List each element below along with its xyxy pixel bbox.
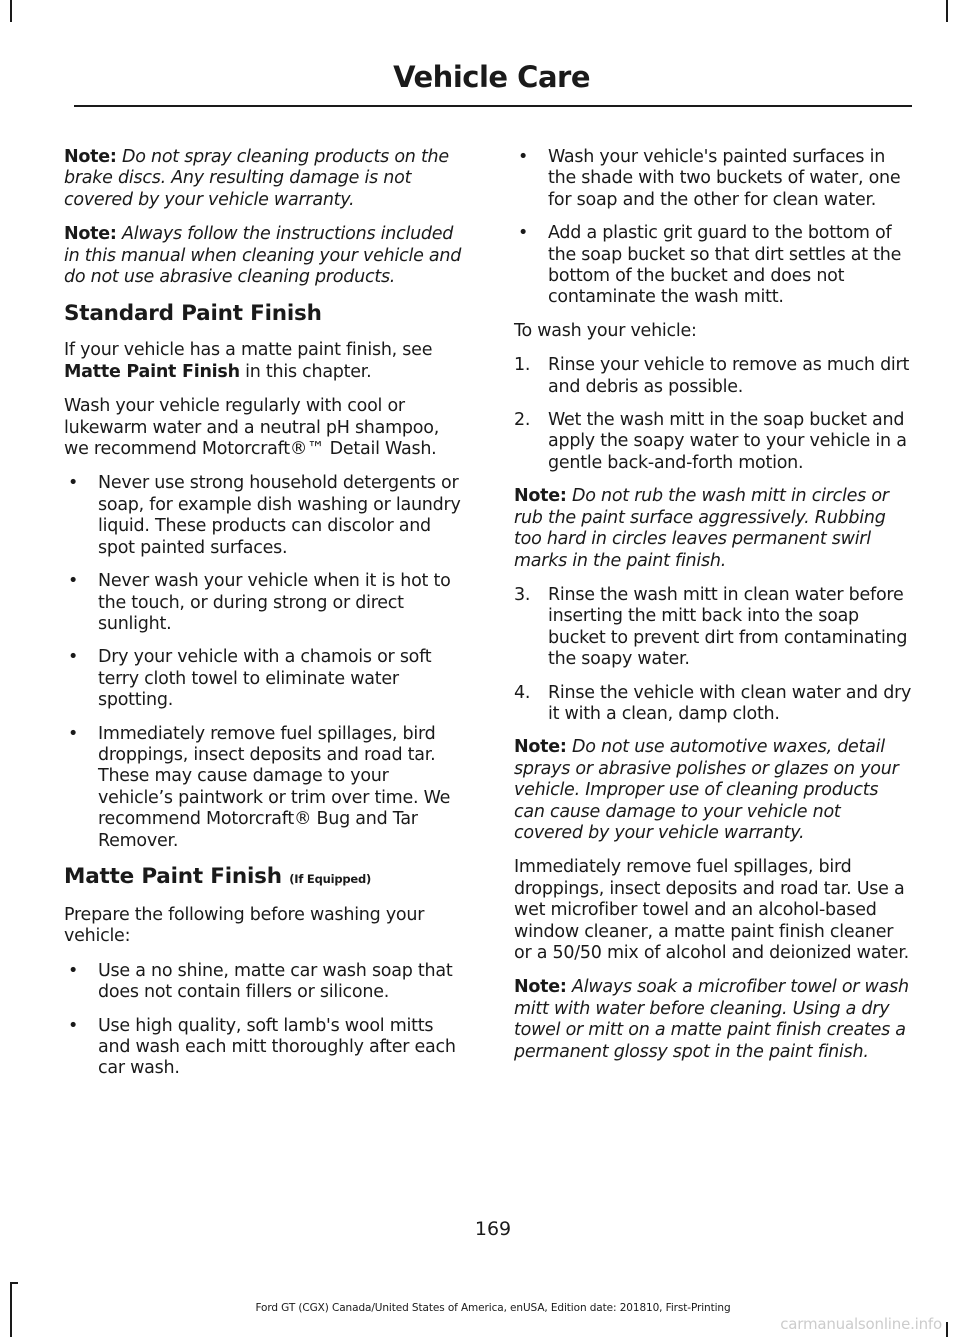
paragraph-to-wash: To wash your vehicle: [514, 320, 697, 341]
bullet-icon: • [68, 473, 79, 494]
watermark: carmanualsonline.info [780, 1315, 942, 1333]
list-item: 3. Rinse the wash mitt in clean water before inserting the mitt back into the soap bucket to prevent dirt from contaminating the soapy water. [514, 584, 908, 670]
bullet-icon: • [68, 723, 79, 744]
paragraph-prepare: Prepare the following before washing your vehicle: [64, 904, 425, 947]
header-divider [74, 105, 912, 107]
note-label: Note: [514, 977, 567, 998]
numbered-list-steps-1 [514, 355, 914, 474]
numbered-list-steps-2 [514, 585, 914, 725]
note-text: Do not spray cleaning products on the brake discs. Any resulting damage is not covered by your vehicle warranty. [64, 147, 449, 210]
step-number: 2. [514, 410, 531, 431]
bullet-icon: • [68, 1015, 79, 1036]
list-item: • Use a no shine, matte car wash soap that does not contain fillers or silicone. [68, 960, 453, 1003]
note-text: Do not use automotive waxes, detail sprays or abrasive polishes or glazes on your vehicle. Improper use of cleaning products can cause damage to your vehicle not covered by your vehicle warranty. [514, 737, 899, 843]
note-label: Note: [514, 486, 567, 507]
paragraph-remove-spillages: Immediately remove fuel spillages, bird droppings, insect deposits and road tar. Use a wet microfiber towel and an alcohol-based window cleaner, a matte paint finish cleaner or a 50/50 mix of alcohol and deionized water. [514, 857, 909, 963]
edition-line: Ford GT (CGX) Canada/United States of America, enUSA, Edition date: 201810, First-Printing [255, 1302, 731, 1314]
note-label: Note: [514, 737, 567, 758]
crop-mark-top-left-vertical [10, 0, 12, 22]
crop-mark-bottom-right-vertical [946, 1322, 948, 1337]
bullet-icon: • [68, 647, 79, 668]
list-item: • Add a plastic grit guard to the bottom of the soap bucket so that dirt settles at the bottom of the bucket and does not contaminate the wash mitt. [518, 223, 902, 308]
step-number: 1. [514, 355, 531, 376]
heading-matte-paint-finish [64, 864, 464, 892]
bullet-icon: • [518, 223, 529, 244]
list-item: 2. Wet the wash mitt in the soap bucket and apply the soapy water to your vehicle in a gentle back-and-forth motion. [514, 410, 907, 473]
note-soak-towel [514, 977, 914, 1063]
paragraph-text: If your vehicle has a matte paint finish, see [64, 340, 433, 361]
list-item: • Never use strong household detergents or soap, for example dish washing or laundry liquid. These products can discolor and spot painted surfaces. [68, 473, 461, 558]
heading-standard-paint-finish: Standard Paint Finish [64, 301, 322, 327]
page-number: 169 [474, 1218, 512, 1240]
list-item: • Use high quality, soft lamb's wool mitts and wash each mitt thoroughly after each car wash. [68, 1015, 456, 1079]
heading-suffix: (If Equipped) [289, 871, 372, 886]
bullet-icon: • [518, 147, 529, 167]
right-column [514, 147, 914, 1076]
bullet-list-matte [64, 961, 464, 1080]
note-label: Note: [64, 147, 117, 167]
note-follow-instructions [64, 224, 464, 288]
paragraph-matte-reference [64, 340, 464, 383]
bullet-list-standard [64, 473, 464, 852]
cross-reference-matte-paint-finish[interactable]: Matte Paint Finish [64, 361, 240, 382]
step-number: 3. [514, 584, 531, 605]
list-item: 1. Rinse your vehicle to remove as much dirt and debris as possible. [514, 355, 910, 397]
bullet-list-buckets [514, 147, 914, 309]
bullet-icon: • [68, 571, 79, 592]
list-item: • Wash your vehicle's painted surfaces in the shade with two buckets of water, one for soap and the other for clean water. [518, 147, 901, 210]
list-item: • Dry your vehicle with a chamois or soft terry cloth towel to eliminate water spotting. [68, 647, 432, 711]
note-text: Always follow the instructions included in this manual when cleaning your vehicle and do not use abrasive cleaning products. [64, 224, 462, 288]
note-label: Note: [64, 224, 117, 245]
note-brake-discs [64, 147, 464, 211]
note-do-not-rub [514, 486, 914, 572]
page-title: Vehicle Care [393, 60, 590, 94]
crop-mark-top-right-vertical [946, 0, 948, 22]
note-text: Do not rub the wash mitt in circles or rub the paint surface aggressively. Rubbing too hard in circles leaves permanent swirl marks in the paint finish. [514, 486, 889, 571]
list-item: • Immediately remove fuel spillages, bird droppings, insect deposits and road tar. These may cause damage to your vehicle’s paintwork or trim over time. We recommend Motorcraft® Bug and Tar Remover. [68, 723, 451, 851]
paragraph-text: in this chapter. [245, 361, 372, 382]
crop-mark-bottom-left-horizontal [10, 1282, 18, 1284]
bullet-icon: • [68, 960, 79, 981]
step-number: 4. [514, 682, 531, 703]
left-column [64, 147, 464, 1092]
paragraph-wash-regularly: Wash your vehicle regularly with cool or lukewarm water and a neutral pH shampoo, we recommend Motorcraft®™ Detail Wash. [64, 396, 440, 460]
note-text: Always soak a microfiber towel or wash mitt with water before cleaning. Using a dry towel or mitt on a matte paint finish creates a permanent glossy spot in the paint finish. [514, 977, 909, 1062]
note-no-waxes [514, 737, 914, 844]
list-item: 4. Rinse the vehicle with clean water and dry it with a clean, damp cloth. [514, 682, 912, 724]
list-item: • Never wash your vehicle when it is hot to the touch, or during strong or direct sunlight. [68, 571, 451, 634]
heading-text: Matte Paint Finish [64, 863, 282, 889]
